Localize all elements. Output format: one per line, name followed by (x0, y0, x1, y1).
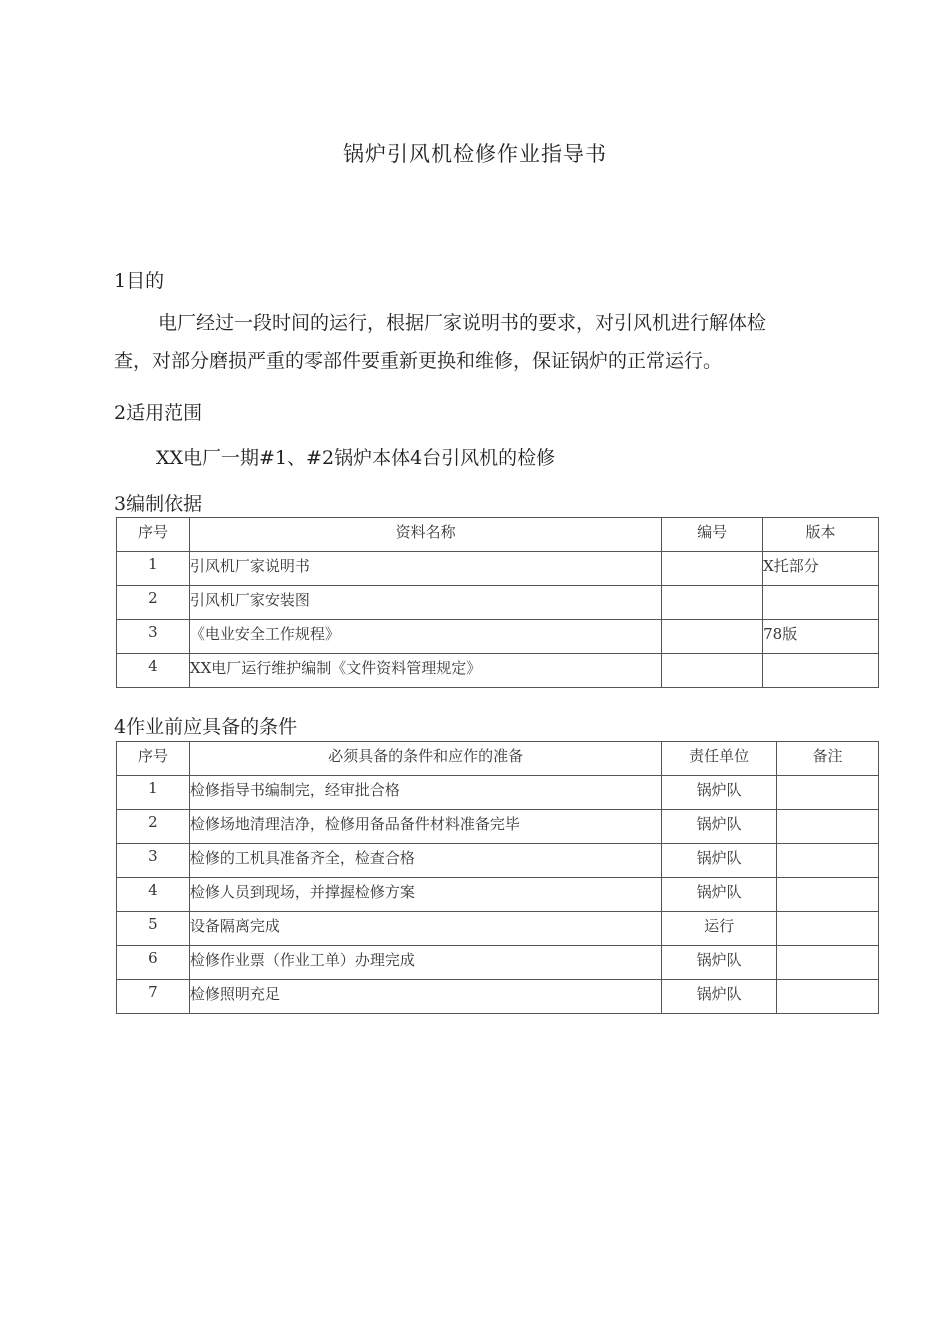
table-cell: 引风机厂家说明书 (189, 552, 661, 586)
table-cell (763, 586, 879, 620)
section-1-heading: 1目的 (114, 270, 165, 292)
table-row (117, 810, 879, 844)
table-row (117, 620, 879, 654)
table-cell: 2 (117, 586, 190, 620)
table-row (117, 776, 879, 810)
section-1-line-1: 电厂经过一段时间的运行，根据厂家说明书的要求，对引风机进行解体检 (158, 312, 767, 334)
table-cell: 2 (117, 810, 190, 844)
table-row (117, 654, 879, 688)
table-cell: 4 (117, 878, 190, 912)
table-cell (662, 654, 763, 688)
table-cell (777, 810, 879, 844)
table-cell: 引风机厂家安装图 (189, 586, 661, 620)
table-cell (763, 654, 879, 688)
table-row (117, 586, 879, 620)
table-row (117, 980, 879, 1014)
table-cell: 锅炉队 (662, 776, 777, 810)
section-1-line-2: 查，对部分磨损严重的零部件要重新更换和维修，保证锅炉的正常运行。 (114, 350, 723, 372)
table-cell: 检修的工机具准备齐全，检查合格 (189, 844, 661, 878)
section-2-heading: 2适用范围 (114, 402, 203, 424)
header-cell: 必须具备的条件和应作的准备 (189, 742, 661, 776)
section-2-text: XX电厂一期#1、#2锅炉本体4台引风机的检修 (156, 447, 556, 469)
table-cell (662, 586, 763, 620)
table-row (117, 878, 879, 912)
header-cell: 资料名称 (189, 518, 661, 552)
header-cell: 版本 (763, 518, 879, 552)
table-cell: 检修指导书编制完，经审批合格 (189, 776, 661, 810)
table-cell (777, 946, 879, 980)
table-cell: XX电厂运行维护编制《文件资料管理规定》 (189, 654, 661, 688)
table-cell: 检修照明充足 (189, 980, 661, 1014)
table-cell: 检修作业票（作业工单）办理完成 (189, 946, 661, 980)
table-cell (662, 552, 763, 586)
table-cell: 检修人员到现场，并撑握检修方案 (189, 878, 661, 912)
table-cell: 3 (117, 844, 190, 878)
section-1-paragraph (114, 304, 878, 380)
table-cell (777, 878, 879, 912)
table-cell: 检修场地清理洁净，检修用备品备件材料准备完毕 (189, 810, 661, 844)
prerequisites-table (116, 741, 879, 1014)
header-cell: 序号 (117, 742, 190, 776)
table-cell (777, 776, 879, 810)
table-row (117, 844, 879, 878)
header-cell: 备注 (777, 742, 879, 776)
header-cell: 序号 (117, 518, 190, 552)
table-cell: 6 (117, 946, 190, 980)
table-cell: 5 (117, 912, 190, 946)
section-3-heading: 3编制依据 (114, 493, 203, 515)
table-cell: 《电业安全工作规程》 (189, 620, 661, 654)
table-cell (662, 620, 763, 654)
table-cell: 运行 (662, 912, 777, 946)
table-cell (777, 980, 879, 1014)
reference-documents-table (116, 517, 879, 688)
table-header-row (117, 518, 879, 552)
table-cell: 锅炉队 (662, 878, 777, 912)
table-cell: X托部分 (763, 552, 879, 586)
page-title: 锅炉引风机检修作业指导书 (343, 142, 607, 166)
table-cell: 78版 (763, 620, 879, 654)
table-cell: 4 (117, 654, 190, 688)
table-header-row (117, 742, 879, 776)
table-cell: 1 (117, 552, 190, 586)
table-cell: 设备隔离完成 (189, 912, 661, 946)
table-row (117, 946, 879, 980)
table-cell: 1 (117, 776, 190, 810)
table-cell (777, 912, 879, 946)
table-cell: 锅炉队 (662, 810, 777, 844)
table-cell: 锅炉队 (662, 844, 777, 878)
table-cell: 锅炉队 (662, 980, 777, 1014)
table-cell: 锅炉队 (662, 946, 777, 980)
table-row (117, 552, 879, 586)
table-cell: 7 (117, 980, 190, 1014)
table-row (117, 912, 879, 946)
table-cell (777, 844, 879, 878)
section-4-heading: 4作业前应具备的条件 (114, 716, 298, 738)
header-cell: 责任单位 (662, 742, 777, 776)
table-cell: 3 (117, 620, 190, 654)
header-cell: 编号 (662, 518, 763, 552)
